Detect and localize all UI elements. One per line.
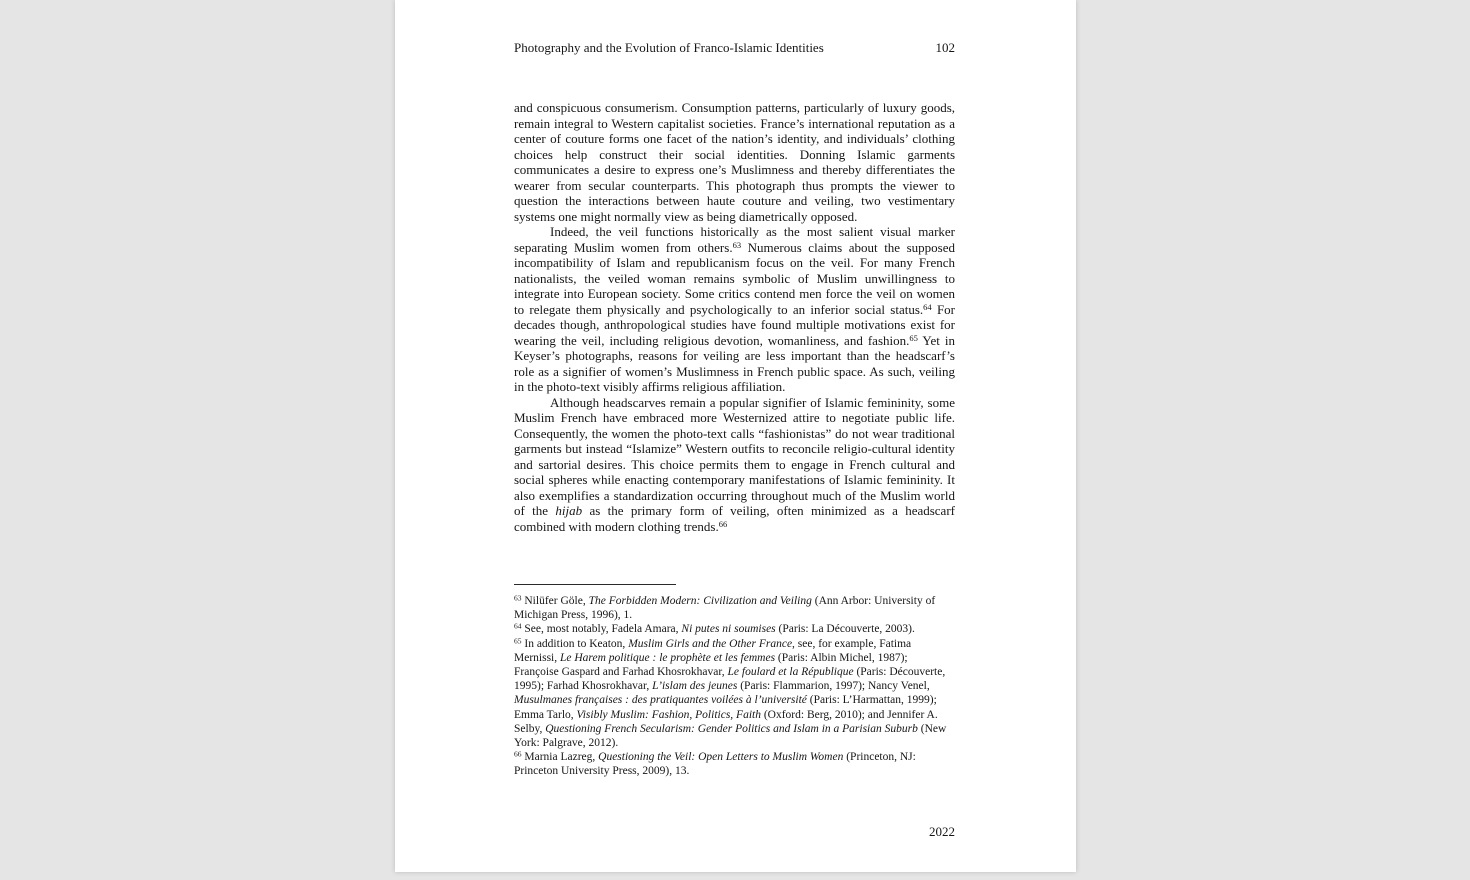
footnote: $^{65}$ In addition to Keaton, Muslim Girls and the Other France, see, for example, Fatima Mernissi, Le Harem politique : le prophète et les femmes (Paris: Albin Michel, 1987); Françoise Gaspard and Farhad Khosrokhavar, Le foulard et la République (Paris: Découverte, 1995); Farhad Khosrokhavar, L’islam des jeunes (Paris: Flammarion, 1997); Nancy Venel, Musulmanes françaises : des pratiquantes voilées à l’université (Paris: L’Harmattan, 1999); Emma Tarlo, Visibly Muslim: Fashion, Politics, Faith (Oxford: Berg, 2010); and Jennifer A. Selby, Questioning French Secularism: Gender Politics and Islam in a Parisian Suburb (New York: Palgrave, 2012).: [514, 636, 947, 750]
footer-year: 2022: [929, 824, 955, 839]
page-footer: [929, 824, 955, 840]
footnote-separator: [514, 584, 676, 585]
body-paragraph: Although headscarves remain a popular signifier of Islamic femininity, some Muslim French have embraced more Westernized attire to negotiate public life. Consequently, the women the photo-text calls “fashionistas” do not wear traditional garments but instead “Islamize” Western outfits to reconcile religio-cultural identity and sartorial desires. This choice permits them to engage in French cultural and social spheres while enacting contemporary manifestations of Islamic femininity. It also exemplifies a standardization occurring throughout much of the Muslim world of the hijab as the primary form of veiling, often minimized as a headscarf combined with modern clothing trends.$^{66}$: [514, 394, 955, 534]
footnote-marker: 66: [514, 749, 522, 759]
body-text: [514, 100, 955, 534]
body-paragraph: Indeed, the veil functions historically as the most salient visual marker separating Muslim women from others.$^{63}$ Numerous claims about the supposed incompatibility of Islam and republicanism focus on the veil. For many French nationalists, the veiled woman remains symbolic of Muslim unwillingness to integrate into European society. Some critics contend men force the veil on women to relegate them physically and psychologically to an inferior social status.$^{64}$ For decades though, anthropological studies have found multiple motivations exist for wearing the veil, including religious devotion, womanliness, and fashion.$^{65}$ Yet in Keyser’s photographs, reasons for veiling are less important than the headscarf’s role as a signifier of women’s Muslimness in French public space. As such, veiling in the photo-text visibly affirms religious affiliation.: [514, 224, 955, 394]
footnote: $^{64}$ See, most notably, Fadela Amara, Ni putes ni soumises (Paris: La Découverte, 2003).: [514, 621, 915, 636]
footnote-area: [514, 584, 955, 779]
running-header: [514, 40, 955, 56]
footnote: $^{63}$ Nilüfer Göle, The Forbidden Modern: Civilization and Veiling (Ann Arbor: University of Michigan Press, 1996), 1.: [514, 593, 936, 622]
footnote: $^{66}$ Marnia Lazreg, Questioning the Veil: Open Letters to Muslim Women (Princeton, NJ: Princeton University Press, 2009), 13.: [514, 749, 916, 778]
footnote-marker: 63: [514, 593, 522, 603]
footnote-list: [514, 594, 955, 779]
running-header-title: Photography and the Evolution of Franco-Islamic Identities: [514, 40, 824, 55]
footnote-marker: 64: [514, 621, 522, 631]
document-page: [395, 0, 1076, 872]
page-number: 102: [935, 40, 955, 55]
body-paragraph: and conspicuous consumerism. Consumption patterns, particularly of luxury goods, remain integral to Western capitalist societies. France’s international reputation as a center of couture forms one facet of the nation’s identity, and individuals’ clothing choices help construct their social identities. Donning Islamic garments communicates a desire to express one’s Muslimness and thereby differentiates the wearer from secular counterparts. This photograph thus prompts the viewer to question the interactions between haute couture and veiling, two vestimentary systems one might normally view as being diametrically opposed.: [514, 100, 955, 224]
footnote-marker: 65: [514, 636, 522, 646]
